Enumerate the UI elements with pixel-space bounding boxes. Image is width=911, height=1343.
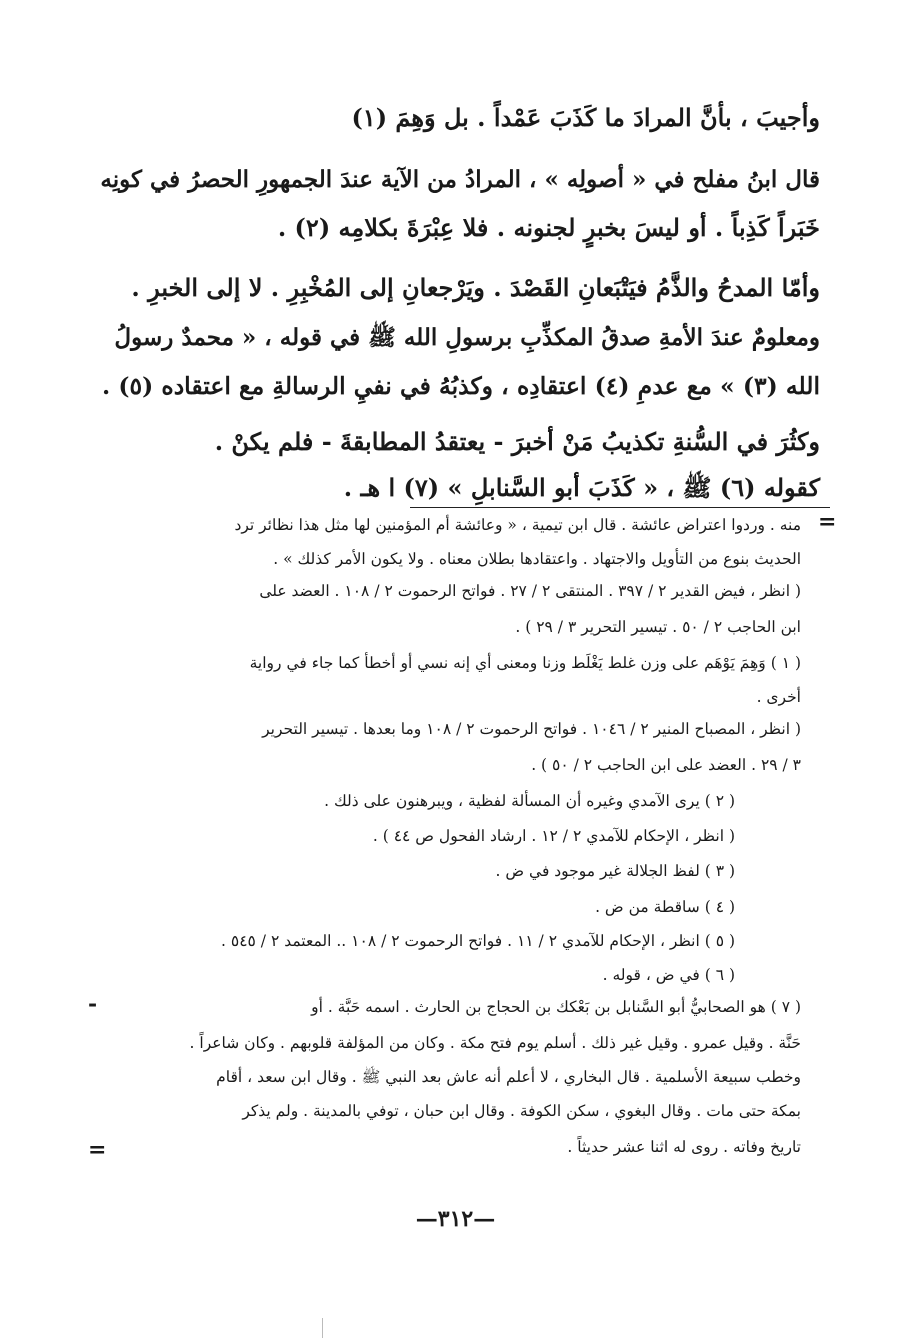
footnote-line-12: ( ٤ ) ساقطة من ض . [595,898,735,916]
footnote-line-6: أخرى . [756,688,801,706]
footnote-line-8: ٣ / ٢٩ . العضد على ابن الحاجب ٢ / ٥٠ ) . [531,756,801,774]
footnote-line-13: ( ٥ ) انظر ، الإحكام للآمدي ٢ / ١١ . فواتح الرحموت ٢ / ١٠٨ .. المعتمد ٢ / ٥٤٥ . [221,932,735,950]
main-line-3: خَبَراً كَذِباً . أو ليسَ بخبرٍ لجنونه . فلا عِبْرَةَ بكلامِه (٢) . [277,213,820,242]
footnote-line-3: ( انظر ، فيض القدير ٢ / ٣٩٧ . المنتقى ٢ / ٢٧ . فواتح الرحموت ٢ / ١٠٨ . العضد على [259,582,801,600]
main-line-1: وأجيبَ ، بأنَّ المرادَ ما كَذَبَ عَمْداً . بل وَهِمَ (١) [351,103,820,132]
footnote-line-1: منه . وردوا اعتراض عائشة . قال ابن تيمية ، « وعائشة أم المؤمنين لها مثل هذا نظائر ترد [234,516,801,534]
footnote-separator [410,507,830,508]
main-line-2: قال ابنُ مفلح في « أصولِه » ، المرادُ من الآية عندَ الجمهورِ الحصرُ في كونِه [100,166,820,193]
scan-artifact [322,1318,323,1338]
footnote-line-16: حَنَّة . وقيل عمرو . وقيل غير ذلك . أسلم يوم فتح مكة . وكان من المؤلفة قلوبهم . وكان شاعراً . [189,1034,801,1052]
footnote-line-9: ( ٢ ) يرى الآمدي وغيره أن المسألة لفظية ، ويبرهنون على ذلك . [324,792,735,810]
main-line-5: ومعلومٌ عندَ الأمةِ صدقُ المكذِّبِ برسولِ الله ﷺ في قوله ، « محمدٌ رسولُ [114,324,820,351]
continuation-mark-left: - [88,991,98,1017]
footnote-line-14: ( ٦ ) في ض ، قوله . [602,966,735,984]
page-number: —٣١٢— [415,1206,496,1232]
main-line-6: الله (٣) » مع عدمِ (٤) اعتقادِه ، وكذبُهُ في نفيِ الرسالةِ مع اعتقاده (٥) . [102,372,820,400]
footnote-line-7: ( انظر ، المصباح المنير ٢ / ١٠٤٦ . فواتح الرحموت ٢ / ١٠٨ وما بعدها . تيسير التحرير [262,720,801,738]
footnote-line-4: ابن الحاجب ٢ / ٥٠ . تيسير التحرير ٣ / ٢٩ ) . [515,618,801,636]
footnote-line-17: وخطب سبيعة الأسلمية . قال البخاري ، لا أعلم أنه عاش بعد النبي ﷺ . وقال ابن سعد ، أقام [216,1068,801,1086]
continuation-mark-top: = [818,509,837,535]
footnote-line-10: ( انظر ، الإحكام للآمدي ٢ / ١٢ . ارشاد الفحول ص ٤٤ ) . [372,827,735,845]
footnote-line-15: ( ٧ ) هو الصحابيُّ أبو السَّنابل بن بَعْكك بن الحجاج بن الحارث . اسمه حَبَّة . أو [311,998,801,1016]
footnote-line-19: تاريخ وفاته . روى له اثنا عشر حديثاً . [567,1138,801,1156]
main-line-8: كقوله (٦) ﷺ ، « كَذَبَ أبو السَّنابلِ » (٧) ا هـ . [343,473,820,502]
main-line-7: وكثُرَ في السُّنةِ تكذيبُ مَنْ أخبرَ - يعتقدُ المطابقةَ - فلم يكنْ . [214,427,820,456]
footnote-line-18: بمكة حتى مات . وقال البغوي ، سكن الكوفة . وقال ابن حبان ، توفي بالمدينة . ولم يذكر [242,1102,801,1120]
footnote-line-5: ( ١ ) وَهِمَ يَوْهَم على وزن غلط يَغْلَط وزنا ومعنى أي إنه نسي أو أخطأ كما جاء في رواية [249,654,801,672]
footnote-line-2: الحديث بنوع من التأويل والاجتهاد . واعتقادها بطلان معناه . ولا يكون الأمر كذلك » . [273,550,801,568]
continuation-mark-bottom: = [88,1137,107,1163]
footnote-line-11: ( ٣ ) لفظ الجلالة غير موجود في ض . [495,862,735,880]
main-line-4: وأمّا المدحُ والذَّمُ فيَتْبَعانِ القَصْدَ . ويَرْجعانِ إلى المُخْبِرِ . لا إلى الخبرِ . [131,273,820,302]
